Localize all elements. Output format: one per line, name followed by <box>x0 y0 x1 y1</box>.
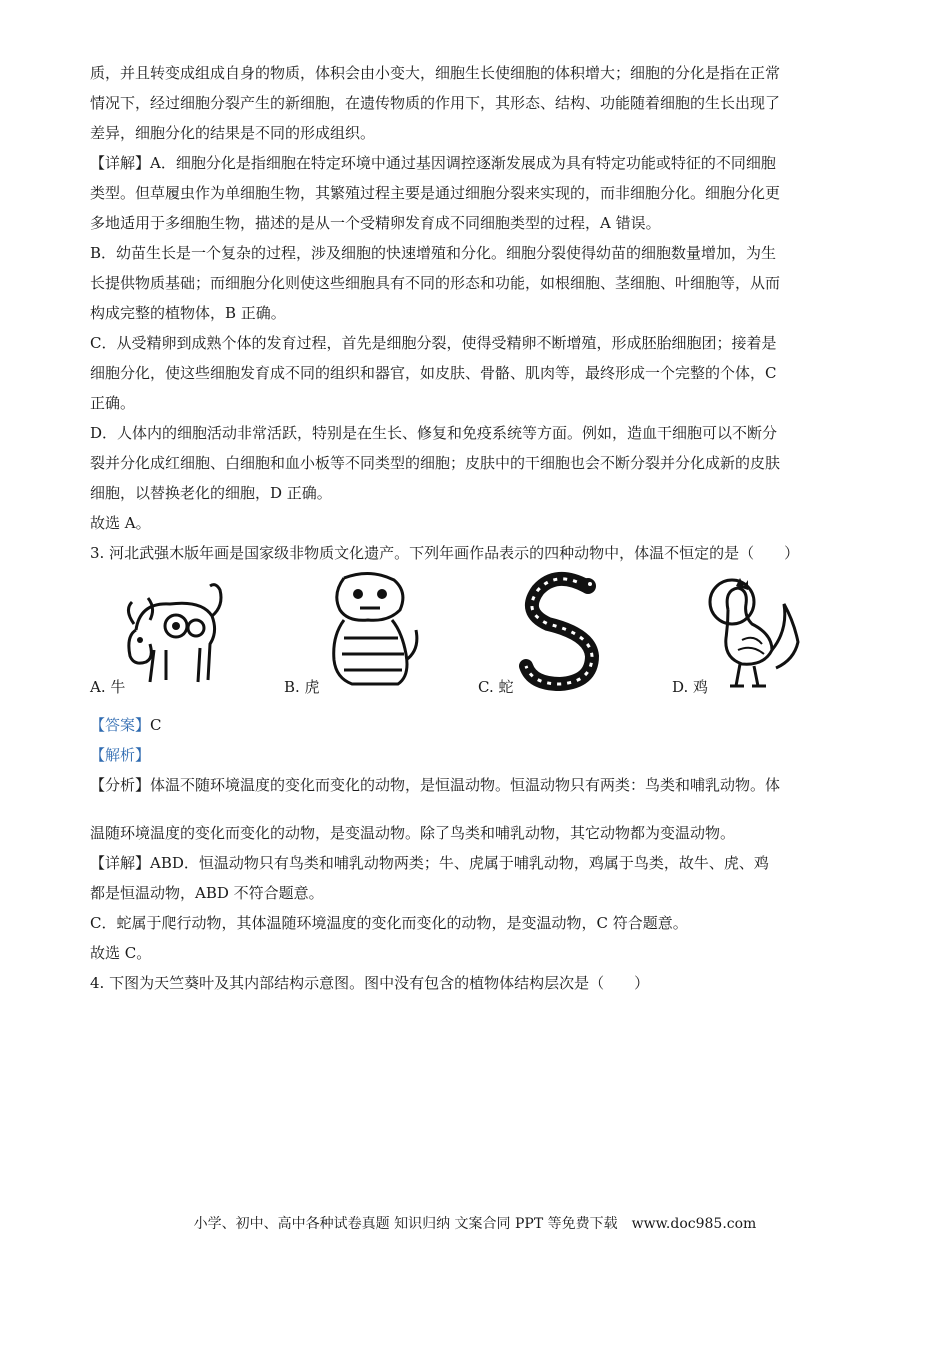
rooster-woodcut-image <box>702 570 812 692</box>
text-line: 类型。但草履虫作为单细胞生物，其繁殖过程主要是通过细胞分裂来实现的，而非细胞分化。细胞分化更 <box>90 184 781 202</box>
text-line: B．幼苗生长是一个复杂的过程，涉及细胞的快速增殖和分化。细胞分裂使得幼苗的细胞数量增加，为生 <box>90 244 777 262</box>
option-c <box>478 570 638 710</box>
option-d-label: D. 鸡 <box>672 678 709 696</box>
text-line: 故选 C。 <box>90 944 152 962</box>
page-footer: 小学、初中、高中各种试卷真题 知识归纳 文案合同 PPT 等免费下载 www.doc985.com <box>193 1216 757 1232</box>
ox-woodcut-image <box>120 570 230 692</box>
text-line: 都是恒温动物，ABD 不符合题意。 <box>90 884 324 902</box>
option-a <box>90 570 250 710</box>
text-line: 裂并分化成红细胞、白细胞和血小板等不同类型的细胞；皮肤中的干细胞也会不断分裂并分化成新的皮肤 <box>90 454 781 472</box>
text-line: 构成完整的植物体，B 正确。 <box>90 304 286 322</box>
text-line: 【详解】A．细胞分化是指细胞在特定环境中通过基因调控逐渐发展成为具有特定功能或特征的不同细胞 <box>90 154 776 172</box>
text-line: 细胞分化，使这些细胞发育成不同的组织和器官，如皮肤、骨骼、肌肉等，最终形成一个完整的个体，C <box>90 364 777 382</box>
tiger-woodcut-image <box>314 570 424 692</box>
option-b-label: B. 虎 <box>284 678 320 696</box>
text-line: 长提供物质基础；而细胞分化则使这些细胞具有不同的形态和功能，如根细胞、茎细胞、叶细胞等，从而 <box>90 274 781 292</box>
snake-woodcut-image <box>508 570 618 692</box>
analysis-tag: 【解析】 <box>90 746 151 764</box>
line-gap <box>90 800 862 818</box>
text-line: 情况下，经过细胞分裂产生的新细胞，在遗传物质的作用下，其形态、结构、功能随着细胞的生长出现了 <box>90 94 781 112</box>
text-line: 质，并且转变成组成自身的物质，体积会由小变大，细胞生长使细胞的体积增大；细胞的分化是指在正常 <box>90 64 781 82</box>
option-d <box>672 570 832 710</box>
question-3-stem: 3. 河北武强木版年画是国家级非物质文化遗产。下列年画作品表示的四种动物中，体温不恒定的是（ ） <box>90 544 800 562</box>
text-line: C．从受精卵到成熟个体的发育过程，首先是细胞分裂，使得受精卵不断增殖，形成胚胎细胞团；接着是 <box>90 334 777 352</box>
text-line: 【分析】体温不随环境温度的变化而变化的动物，是恒温动物。恒温动物只有两类：鸟类和哺乳动物。体 <box>90 776 781 794</box>
text-line: D．人体内的细胞活动非常活跃，特别是在生长、修复和免疫系统等方面。例如，造血干细胞可以不断分 <box>90 424 778 442</box>
option-a-label: A. 牛 <box>90 678 126 696</box>
text-line: 温随环境温度的变化而变化的动物，是变温动物。除了鸟类和哺乳动物，其它动物都为变温动物。 <box>90 824 736 842</box>
answer-line <box>90 710 862 740</box>
document-body <box>90 58 862 998</box>
text-line: 故选 A。 <box>90 514 151 532</box>
question-3-options <box>90 570 862 710</box>
option-c-label: C. 蛇 <box>478 678 514 696</box>
text-line: 多地适用于多细胞生物，描述的是从一个受精卵发育成不同细胞类型的过程，A 错误。 <box>90 214 661 232</box>
option-b <box>284 570 444 710</box>
text-line: 细胞，以替换老化的细胞，D 正确。 <box>90 484 332 502</box>
answer-tag: 【答案】 <box>90 716 151 734</box>
text-line: C．蛇属于爬行动物，其体温随环境温度的变化而变化的动物，是变温动物，C 符合题意。 <box>90 914 688 932</box>
text-line: 正确。 <box>90 394 136 412</box>
text-line: 差异，细胞分化的结果是不同的形成组织。 <box>90 124 376 142</box>
question-4-stem: 4. 下图为天竺葵叶及其内部结构示意图。图中没有包含的植物体结构层次是（ ） <box>90 974 650 992</box>
answer-value: C <box>150 716 162 734</box>
text-line: 【详解】ABD．恒温动物只有鸟类和哺乳动物两类；牛、虎属于哺乳动物，鸡属于鸟类，故牛、虎、鸡 <box>90 854 769 872</box>
